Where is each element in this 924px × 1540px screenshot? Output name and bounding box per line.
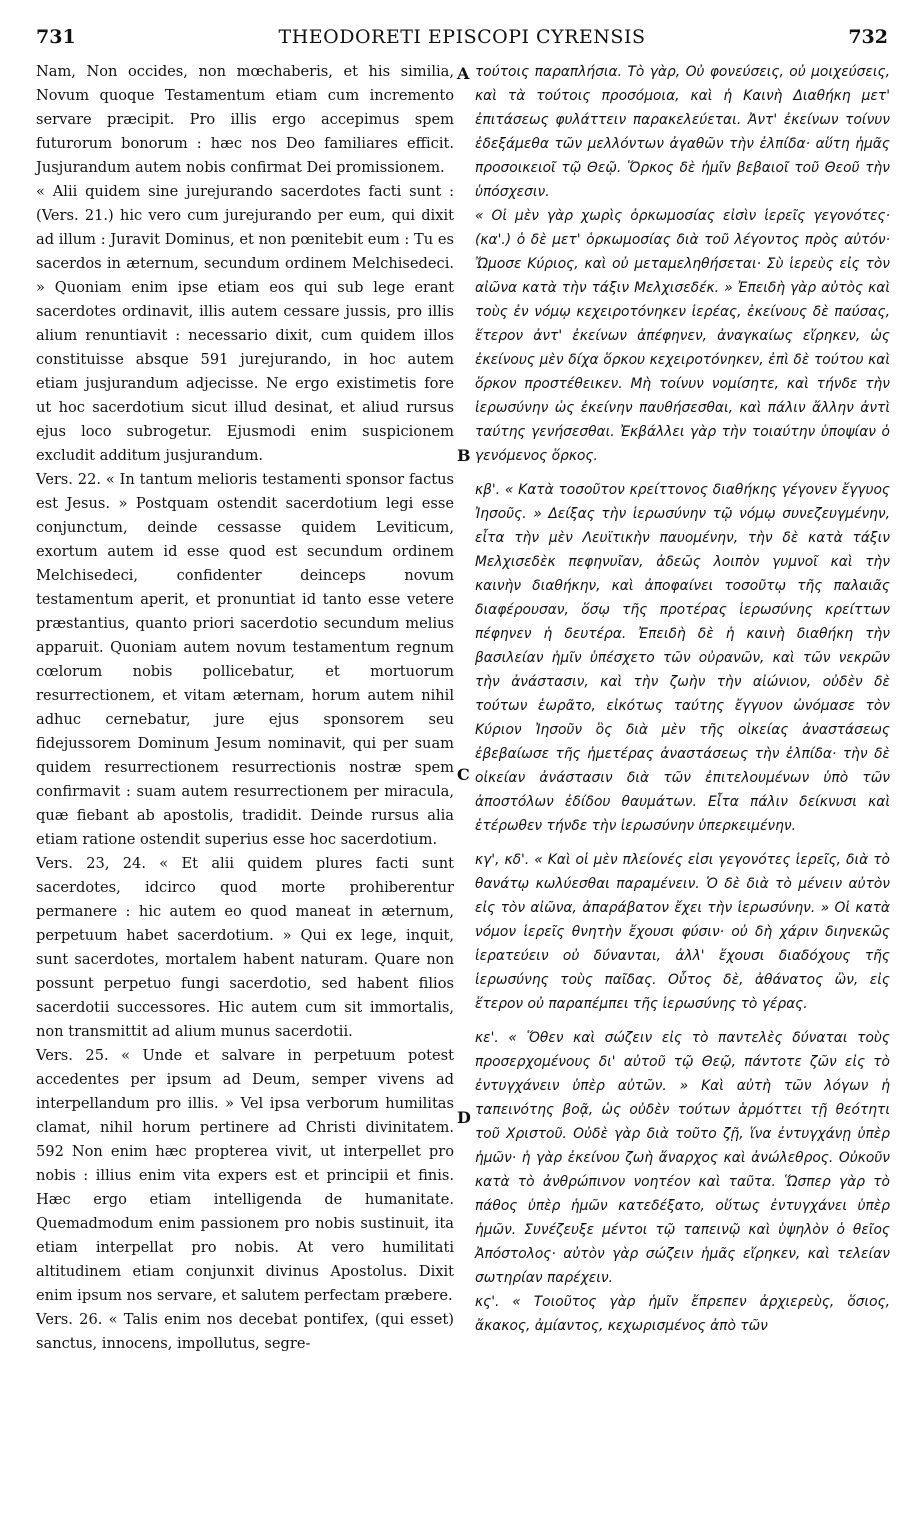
- latin-paragraph: Vers. 26. « Talis enim nos decebat pontifex, (qui esset) sanctus, innocens, impollutus, segre-: [36, 1311, 454, 1352]
- running-title: THEODORETI EPISCOPI CYRENSIS: [278, 26, 646, 48]
- page-header: [36, 26, 888, 56]
- margin-marker-b: B: [457, 446, 471, 465]
- margin-marker-a: A: [457, 64, 470, 83]
- greek-column: [475, 60, 890, 1338]
- greek-paragraph: κε'. « Ὅθεν καὶ σώζειν εἰς τὸ παντελὲς δύναται τοὺς προσερχομένους δι' αὐτοῦ τῷ Θεῷ, πάντοτε ζῶν εἰς τὸ ἐντυγχάνειν ὑπὲρ αὐτῶν. » Καὶ αὐτὴ τῶν λόγων ἡ ταπεινότης βοᾷ, ὡς οὐδὲν τούτων ἁρμόττει τῇ θεότητι τοῦ Χριστοῦ. Οὐδὲ γὰρ διὰ τοῦτο ζῇ, ἵνα ἐντυγχάνῃ ὑπὲρ ἡμῶν· ἡ γὰρ ἐκείνου ζωὴ ἄναρχος καὶ ἀνώλεθρος. Οὐκοῦν κατὰ τὸ ἀνθρώπινον νοητέον καὶ ταῦτα. Ὥσπερ γὰρ τὸ πάθος ὑπὲρ ἡμῶν κατεδέξατο, οὕτως ἐντυγχάνει ὑπὲρ ἡμῶν. Συνέζευξε μέντοι τῷ ταπεινῷ καὶ ὑψηλὸν ὁ θεῖος Ἀπόστολος· αὐτὸν γὰρ σώζειν ἡμᾶς εἴρηκεν, καὶ τελείαν σωτηρίαν παρέχειν.: [475, 1030, 890, 1286]
- latin-paragraph: Vers. 22. « In tantum melioris testamenti sponsor factus est Jesus. » Postquam ostendit sacerdotium legi esse conjunctum, deinde cessasse quidem Leviticum, exortum autem id esse quod est secundum ordinem Melchisedeci, confidenter deinceps novum testamentum aperit, et pronuntiat id tanto esse vetere præstantius, quanto priori sacerdotio secundum melius apparuit. Quoniam autem novum testamentum regnum cœlorum nobis pollicebatur, et mortuorum resurrectionem, et vitam æternam, horum autem nihil adhuc cernebatur, jure ejus sponsorem seu fidejussorem Dominum Jesum nominavit, qui per suam quidem resurrectionem resurrectionis nostræ spem confirmavit : suam autem resurrectionem per miracula, quæ fiebant ab apostolis, tradidit. Deinde rursus alia etiam ratione ostendit superius esse hoc sacerdotium.: [36, 471, 454, 848]
- greek-paragraph: κγ', κδ'. « Καὶ οἱ μὲν πλείονές εἰσι γεγονότες ἱερεῖς, διὰ τὸ θανάτῳ κωλύεσθαι παραμένειν. Ὁ δὲ διὰ τὸ μένειν αὐτὸν εἰς τὸν αἰῶνα, ἀπαράβατον ἔχει τὴν ἱερωσύνην. » Οἱ κατὰ νόμον ἱερεῖς θνητὴν ἔχουσι φύσιν· οὐ δὴ χάριν διηνεκῶς ἱερατεύειν οὐ δύνανται, ἀλλ' ἔχουσι διαδόχους τῆς ἱερωσύνης τοὺς παῖδας. Οὗτος δὲ, ἀθάνατος ὢν, εἰς ἕτερον οὐ παραπέμπει τῆς ἱερωσύνης τὸ γέρας.: [475, 852, 890, 1012]
- greek-paragraph: « Οἱ μὲν γὰρ χωρὶς ὁρκωμοσίας εἰσὶν ἱερεῖς γεγονότες· (κα'.) ὁ δὲ μετ' ὁρκωμοσίας διὰ τοῦ λέγοντος πρὸς αὐτόν· Ὤμοσε Κύριος, καὶ οὐ μεταμεληθήσεται· Σὺ ἱερεὺς εἰς τὸν αἰῶνα κατὰ τὴν τάξιν Μελχισεδέκ. » Ἐπειδὴ γὰρ αὐτὸς καὶ τοὺς ἐν νόμῳ κεχειροτόνηκεν ἱερέας, ἐκείνους δὲ παύσας, ἕτερον ἀντ' ἐκείνων ἀπέφηνεν, ἀναγκαίως εἴρηκεν, ὡς ἐκείνους μὲν δίχα ὅρκου κεχειροτόνηκεν, ἐπὶ δὲ τούτου καὶ ὅρκον προστέθεικεν. Μὴ τοίνυν νομίσητε, καὶ τήνδε τὴν ἱερωσύνην ὡς ἐκείνην παυθήσεσθαι, καὶ πάλιν ἄλλην ἀντὶ ταύτης γενήσεσθαι. Ἐκβάλλει γὰρ τὴν τοιαύτην ὑποψίαν ὁ γενόμενος ὅρκος.: [475, 208, 890, 464]
- latin-column: [36, 60, 454, 1356]
- margin-marker-d: D: [457, 1108, 471, 1127]
- greek-paragraph: κβ'. « Κατὰ τοσοῦτον κρείττονος διαθήκης γέγονεν ἔγγυος Ἰησοῦς. » Δείξας τὴν ἱερωσύνην τῷ νόμῳ συνεζευγμένην, εἶτα τὴν μὲν Λευϊτικὴν παυομένην, τὴν δὲ κατὰ τάξιν Μελχισεδὲκ πεφηνυῖαν, ἀδεῶς λοιπὸν γυμνοῖ καὶ τὴν καινὴν διαθήκην, καὶ ἀποφαίνει τοσοῦτῳ τῆς παλαιᾶς διαφέρουσαν, ὅσῳ τῆς προτέρας ἱερωσύνης κρείττων πέφηνεν ἡ δευτέρα. Ἐπειδὴ δὲ ἡ καινὴ διαθήκη τὴν βασιλείαν ἡμῖν ὑπέσχετο τῶν οὐρανῶν, καὶ τῶν νεκρῶν τὴν ἀνάστασιν, καὶ τὴν ζωὴν τὴν αἰώνιον, οὐδὲν δὲ τούτων ἑωρᾶτο, εἰκότως ταύτης ἔγγυον ὠνόμασε τὸν Κύριον Ἰησοῦν ὃς διὰ μὲν τῆς οἰκείας ἀναστάσεως ἐβεβαίωσε τῆς ἡμετέρας ἀναστάσεως τὴν ἐλπίδα· τὴν δὲ οἰκείαν ἀνάστασιν διὰ τῶν ἐπιτελουμένων ὑπὸ τῶν ἀποστόλων ἐδίδου θαυμάτων. Εἶτα πάλιν δείκνυσι καὶ ἑτέρωθεν τήνδε τὴν ἱερωσύνην ὑπερκειμένην.: [475, 482, 890, 834]
- latin-paragraph: Nam, Non occides, non mœchaberis, et his similia, Novum quoque Testamentum etiam cum incremento servare præcipit. Pro illis ergo accepimus spem futurorum bonorum : hæc nos Deo familiares efficit. Jusjurandum autem nobis confirmat Dei promissionem.: [36, 63, 454, 176]
- margin-marker-c: C: [457, 765, 470, 784]
- latin-paragraph: « Alii quidem sine jurejurando sacerdotes facti sunt : (Vers. 21.) hic vero cum jurejurando per eum, qui dixit ad illum : Juravit Dominus, et non pœnitebit eum : Tu es sacerdos in æternum, secundum ordinem Melchisedeci. » Quoniam enim ipse etiam eos qui sub lege erant sacerdotes ordinavit, illis autem cessare jussis, pro illis alium renuntiavit : necessario dixit, cum quidem illos constituisse absque 591 jurejurando, in hoc autem etiam jusjurandum adjecisse. Ne ergo existimetis fore ut hoc sacerdotium sicut illud desinat, et aliud rursus ejus loco subrogetur. Ejusmodi enim suspicionem excludit additum jusjurandum.: [36, 183, 454, 464]
- page-number-right: 732: [848, 26, 888, 48]
- latin-paragraph: Vers. 25. « Unde et salvare in perpetuum potest accedentes per ipsum ad Deum, semper vivens ad interpellandum pro illis. » Vel ipsa verborum humilitas clamat, nihil horum pertinere ad Christi divinitatem. 592 Non enim hæc propterea vivit, ut interpellet pro nobis : illius enim vita expers est et principii et finis. Hæc ergo etiam intelligenda de humanitate. Quemadmodum enim passionem pro nobis sustinuit, ita etiam interpellat pro nobis. At vero humilitati altitudinem etiam conjunxit divinus Apostolus. Dixit enim ipsum nos servare, et salutem perfectam præbere.: [36, 1047, 454, 1304]
- greek-paragraph: τούτοις παραπλήσια. Τὸ γὰρ, Οὐ φονεύσεις, οὐ μοιχεύσεις, καὶ τὰ τούτοις προσόμοια, καὶ ἡ Καινὴ Διαθήκη μετ' ἐπιτάσεως φυλάττειν παρακελεύεται. Ἀντ' ἐκείνων τοίνυν ἐδεξάμεθα τῶν μελλόντων ἀγαθῶν τὴν ἐλπίδα· αὕτη ἡμᾶς προσοικειοῖ τῷ Θεῷ. Ὅρκος δὲ ἡμῖν βεβαιοῖ τοῦ Θεοῦ τὴν ὑπόσχεσιν.: [475, 64, 890, 200]
- greek-paragraph: κς'. « Τοιοῦτος γὰρ ἡμῖν ἔπρεπεν ἀρχιερεὺς, ὅσιος, ἄκακος, ἀμίαντος, κεχωρισμένος ἀπὸ τῶν: [475, 1294, 890, 1334]
- page-number-left: 731: [36, 26, 76, 48]
- latin-paragraph: Vers. 23, 24. « Et alii quidem plures facti sunt sacerdotes, idcirco quod morte prohiberentur permanere : hic autem eo quod maneat in æternum, perpetuum habet sacerdotium. » Qui ex lege, inquit, sunt sacerdotes, mortalem habent naturam. Quare non possunt perpetuo fungi sacerdotio, sed habent filios sacerdotii successores. Hic autem cum sit immortalis, non transmittit ad alium munus sacerdotii.: [36, 855, 454, 1040]
